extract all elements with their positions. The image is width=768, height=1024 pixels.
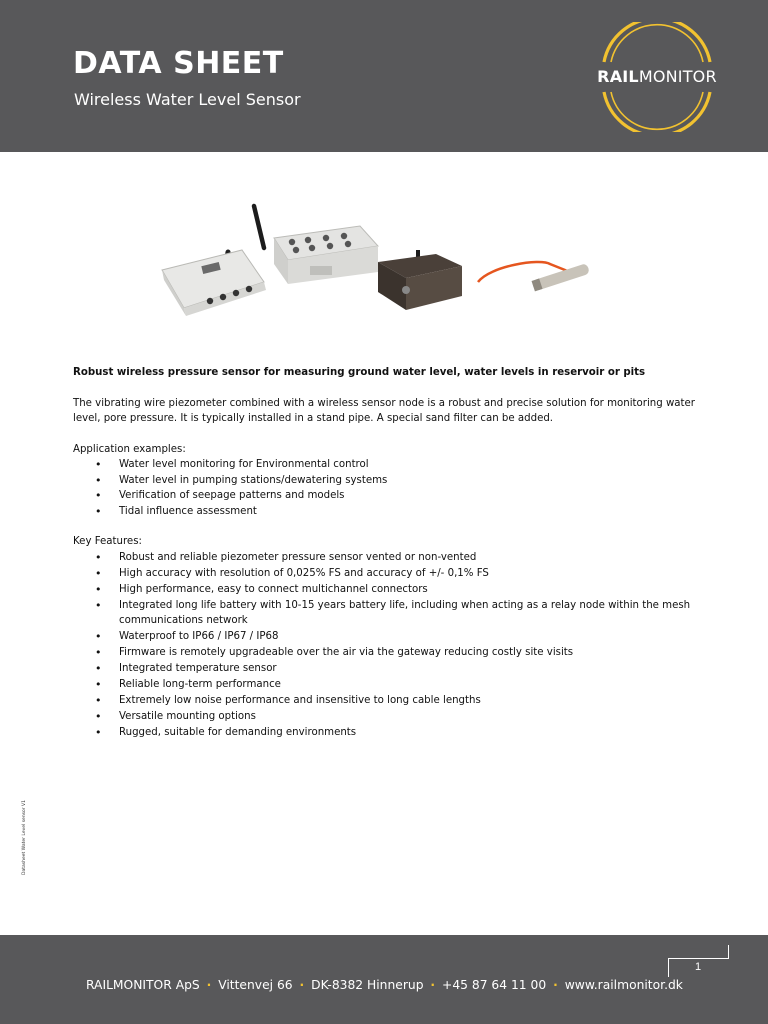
multichannel-box — [254, 206, 378, 284]
header-band — [0, 0, 768, 152]
list-item: • Reliable long-term performance — [73, 677, 695, 693]
intro-heading: Robust wireless pressure sensor for measuring ground water level, water levels in reservoir or pits — [73, 367, 646, 378]
datasheet-body — [73, 365, 695, 741]
list-item: • Rugged, suitable for demanding environments — [73, 725, 695, 741]
list-item: • Water level in pumping stations/dewatering systems — [73, 473, 695, 489]
footer-separator: · — [553, 978, 558, 992]
features-label: Key Features: — [73, 536, 142, 547]
footer-separator: · — [299, 978, 305, 992]
logo-wordmark: RAILMONITOR — [597, 67, 717, 86]
page-number: 1 — [694, 961, 702, 973]
features-list — [73, 550, 695, 741]
list-item: • Firmware is remotely upgradeable over the air via the gateway reducing costly site visits — [73, 645, 695, 661]
sensor-node-box-left — [162, 250, 266, 316]
list-item: • Water level monitoring for Environmental control — [73, 457, 695, 473]
footer-phone: +45 87 64 11 00 — [442, 978, 547, 992]
vibrating-wire-sensor — [478, 262, 590, 291]
list-item: • Waterproof to IP66 / IP67 / IP68 — [73, 629, 695, 645]
list-item: • Integrated long life battery with 10-15 years battery life, including when acting as a relay node within the mesh communications network — [73, 598, 695, 629]
document-version-note: Datasheet Water Level sensor V1 — [22, 800, 27, 875]
product-photo — [160, 200, 612, 320]
list-item: • High accuracy with resolution of 0,025% FS and accuracy of +/- 0,1% FS — [73, 566, 695, 582]
document-title: DATA SHEET — [73, 46, 284, 81]
footer-separator: · — [206, 978, 212, 992]
list-item: • Robust and reliable piezometer pressure sensor vented or non-vented — [73, 550, 695, 566]
footer-website[interactable]: www.railmonitor.dk — [564, 978, 683, 992]
list-item: • Verification of seepage patterns and models — [73, 488, 695, 504]
footer-contact-line — [86, 978, 686, 992]
intro-paragraph: The vibrating wire piezometer combined with a wireless sensor node is a robust and precise solution for monitoring water level, pore pressure. It is typically installed in a stand pipe. A special sand filter can be added. — [73, 397, 695, 424]
footer-separator: · — [430, 978, 436, 992]
footer-city: DK-8382 Hinnerup — [311, 978, 424, 992]
applications-label: Application examples: — [73, 443, 186, 455]
list-item: • High performance, easy to connect multichannel connectors — [73, 582, 695, 598]
railmonitor-logo — [582, 22, 732, 132]
footer-address: Vittenvej 66 — [218, 978, 293, 992]
piezometer-box — [378, 250, 462, 310]
applications-list — [73, 457, 695, 519]
footer-company: RAILMONITOR ApS — [86, 978, 200, 992]
document-subtitle: Wireless Water Level Sensor — [74, 90, 301, 109]
list-item: • Tidal influence assessment — [73, 504, 695, 520]
list-item: • Versatile mounting options — [73, 709, 695, 725]
list-item: • Integrated temperature sensor — [73, 661, 695, 677]
list-item: • Extremely low noise performance and insensitive to long cable lengths — [73, 693, 695, 709]
